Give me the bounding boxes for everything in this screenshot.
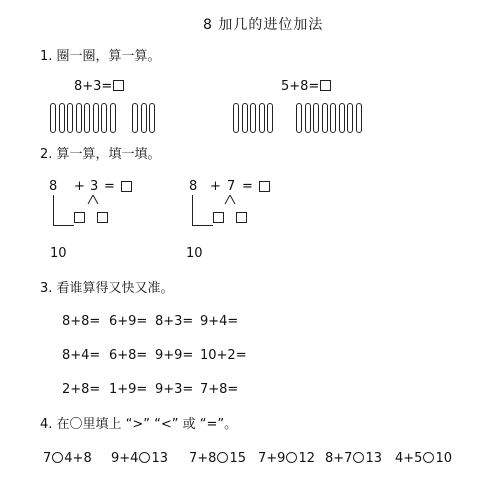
q2-left-split-box-1[interactable] [74, 212, 85, 223]
q3-problem: 8+8= [62, 314, 101, 329]
q2-right-answer-box[interactable] [259, 181, 270, 192]
q2-left-addend-a: 8 [49, 179, 58, 194]
counting-stick-right-group-five-3[interactable] [250, 103, 256, 133]
q2-left-bracket-vertical [53, 195, 54, 225]
q3-problem: 6+8= [109, 348, 148, 363]
q4-comparison-item [43, 451, 92, 467]
q4-comparison-item [111, 451, 168, 467]
counting-stick-right-group-eight-3[interactable] [313, 103, 319, 133]
counting-stick-right-group-eight-6[interactable] [339, 103, 345, 133]
q4-left-operand: 7+9 [258, 451, 286, 466]
q2-right-split-box-1[interactable] [213, 212, 224, 223]
q4-left-operand: 7+8 [189, 451, 217, 466]
q2-right-split-box-2[interactable] [236, 212, 247, 223]
q2-right-equals-sign: = [242, 179, 253, 194]
q4-right-operand: 13 [151, 451, 168, 466]
worksheet-title: 8 加几的进位加法 [203, 17, 324, 33]
q3-problem: 8+4= [62, 348, 101, 363]
q2-right-bracket-horizontal [192, 225, 213, 226]
q1-left-equation [74, 79, 124, 95]
q1-right-answer-box[interactable] [320, 80, 331, 91]
counting-stick-left-group-eight-8[interactable] [110, 103, 116, 133]
counting-stick-left-group-three-2[interactable] [141, 103, 147, 133]
q2-right-addend-a: 8 [189, 179, 198, 194]
q1-left-equation-text: 8+3= [74, 79, 113, 94]
counting-stick-right-group-five-5[interactable] [267, 103, 273, 133]
q2-left-ten: 10 [50, 246, 67, 261]
q4-comparison-circle[interactable] [286, 452, 297, 463]
q3-problem: 8+3= [155, 314, 194, 329]
q2-left-split-box-2[interactable] [97, 212, 108, 223]
q4-comparison-circle[interactable] [353, 452, 364, 463]
q2-heading: 2. 算一算，填一填。 [40, 147, 161, 162]
counting-stick-right-group-five-1[interactable] [233, 103, 239, 133]
q1-heading: 1. 圈一圈，算一算。 [40, 49, 161, 64]
q3-problem: 10+2= [200, 348, 247, 363]
q4-right-operand: 15 [229, 451, 246, 466]
q2-left-answer-box[interactable] [121, 181, 132, 192]
q4-comparison-item [395, 451, 452, 467]
counting-stick-right-group-eight-5[interactable] [330, 103, 336, 133]
q2-right-split-lines [224, 195, 240, 205]
counting-stick-right-group-eight-4[interactable] [322, 103, 328, 133]
counting-stick-left-group-eight-7[interactable] [101, 103, 107, 133]
q2-right-bracket-vertical [192, 195, 193, 225]
q1-left-answer-box[interactable] [113, 80, 124, 91]
q4-heading: 4. 在〇里填上 “>” “<” 或 “=”。 [40, 417, 238, 432]
q2-left-split-lines [87, 195, 103, 205]
counting-stick-right-group-eight-7[interactable] [347, 103, 353, 133]
counting-stick-left-group-eight-5[interactable] [84, 103, 90, 133]
counting-stick-left-group-eight-1[interactable] [50, 103, 56, 133]
counting-stick-left-group-eight-2[interactable] [59, 103, 65, 133]
q3-problem: 2+8= [62, 382, 101, 397]
q3-problem: 1+9= [109, 382, 148, 397]
q3-heading: 3. 看谁算得又快又准。 [40, 281, 174, 296]
q2-right-ten: 10 [186, 246, 203, 261]
counting-stick-right-group-eight-1[interactable] [296, 103, 302, 133]
q2-left-addend-b: 3 [90, 179, 99, 194]
q3-problem: 6+9= [109, 314, 148, 329]
q1-right-equation-text: 5+8= [281, 79, 320, 94]
q4-comparison-circle[interactable] [139, 452, 150, 463]
counting-stick-left-group-three-1[interactable] [132, 103, 138, 133]
q2-left-equals-sign: = [104, 179, 115, 194]
counting-stick-left-group-eight-4[interactable] [76, 103, 82, 133]
q2-right-addend-b: 7 [227, 179, 236, 194]
counting-stick-left-group-eight-3[interactable] [67, 103, 73, 133]
q4-left-operand: 9+4 [111, 451, 139, 466]
q4-left-operand: 4+5 [395, 451, 423, 466]
counting-stick-left-group-eight-6[interactable] [93, 103, 99, 133]
q3-problem: 9+4= [200, 314, 239, 329]
q2-left-plus-sign: + [74, 179, 85, 194]
q4-comparison-item [258, 451, 315, 467]
q4-left-operand: 8+7 [325, 451, 353, 466]
q3-problem: 9+3= [155, 382, 194, 397]
q2-left-bracket-horizontal [53, 225, 74, 226]
q4-comparison-item [189, 451, 246, 467]
q2-right-plus-sign: + [210, 179, 221, 194]
q4-comparison-circle[interactable] [423, 452, 434, 463]
counting-stick-right-group-eight-2[interactable] [305, 103, 311, 133]
counting-stick-left-group-three-3[interactable] [149, 103, 155, 133]
q4-comparison-circle[interactable] [217, 452, 228, 463]
q4-right-operand: 13 [365, 451, 382, 466]
counting-stick-right-group-five-2[interactable] [242, 103, 248, 133]
q4-right-operand: 10 [435, 451, 452, 466]
q1-right-equation [281, 79, 331, 95]
q4-right-operand: 12 [298, 451, 315, 466]
counting-stick-right-group-five-4[interactable] [259, 103, 265, 133]
q4-right-operand: 4+8 [64, 451, 92, 466]
q3-problem: 9+9= [155, 348, 194, 363]
q3-problem: 7+8= [200, 382, 239, 397]
q4-left-operand: 7 [43, 451, 52, 466]
q4-comparison-item [325, 451, 382, 467]
counting-stick-right-group-eight-8[interactable] [356, 103, 362, 133]
q4-comparison-circle[interactable] [52, 452, 63, 463]
